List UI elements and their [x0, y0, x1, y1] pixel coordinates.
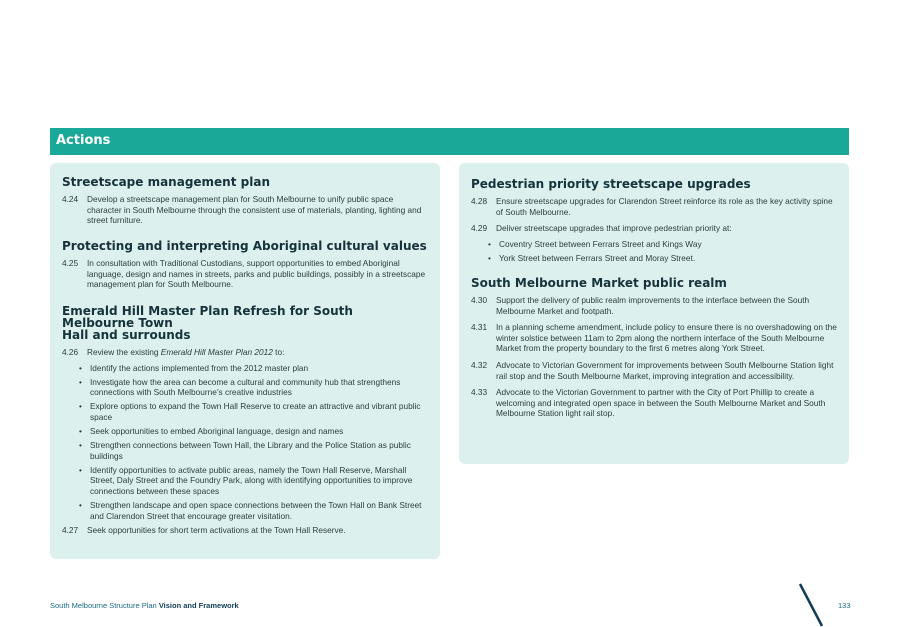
- bullet-item: • Strengthen landscape and open space connections between the Town Hall on Bank Street and Clarendon Street that encourage greater visitation.: [62, 500, 428, 521]
- pedestrian-priority-section: [471, 178, 837, 267]
- action-text: Ensure streetscape upgrades for Clarendon Street reinforce its role as the key activity spine of South Melbourne.: [496, 196, 833, 217]
- action-item: [471, 196, 837, 217]
- action-text: Develop a streetscape management plan for South Melbourne to unify public space character in South Melbourne through the consistent use of materials, planting, lighting and street furniture.: [87, 194, 422, 226]
- heading-line-1: Emerald Hill Master Plan Refresh for South Melbourne Town: [62, 304, 353, 330]
- action-item: [471, 223, 837, 234]
- bullet-list: [62, 363, 428, 522]
- bullet-item: • Coventry Street between Ferrars Street and Kings Way: [471, 239, 837, 250]
- action-text: Advocate to the Victorian Government to partner with the City of Port Phillip to create a welcoming and integrated open space in between the South Melbourne Market and South Melbourne Station light rail stop.: [496, 387, 826, 419]
- action-item: [62, 258, 428, 290]
- action-number: 4.25: [62, 258, 79, 268]
- action-item: [471, 387, 837, 419]
- document-title: Emerald Hill Master Plan 2012: [160, 347, 273, 357]
- slash-stroke: [800, 584, 822, 626]
- action-item: [62, 194, 428, 226]
- bullet-item: • Investigate how the area can become a cultural and community hub that strengthens connections with South Melbourne’s creative industries: [62, 377, 428, 398]
- decorative-slash-icon: [795, 583, 825, 627]
- bullet-item: • Identify opportunities to activate public areas, namely the Town Hall Reserve, Marshall Street, Daly Street and the Foundry Park, along with identifying opportunities to improve connections between these spaces: [62, 465, 428, 497]
- action-item: [471, 360, 837, 381]
- market-public-realm-section: [471, 277, 837, 419]
- action-text: Support the delivery of public realm improvements to the interface between the South Melbourne Market and footpath.: [496, 295, 810, 316]
- document-name: South Melbourne Structure Plan: [50, 601, 159, 610]
- page-number: 133: [838, 601, 851, 610]
- action-item: [471, 295, 837, 316]
- banner-title: Actions: [56, 133, 111, 148]
- streetscape-section: [62, 176, 428, 226]
- bullet-item: • Strengthen connections between Town Hall, the Library and the Police Station as public buildings: [62, 440, 428, 461]
- bullet-item: • Seek opportunities to embed Aboriginal language, design and names: [62, 426, 428, 437]
- bullet-item: • Identify the actions implemented from the 2012 master plan: [62, 363, 428, 374]
- action-text: In a planning scheme amendment, include policy to ensure there is no overshadowing on the winter solstice between 11am to 2pm along the northern interface of the South Melbourne Market from the property boundary to the first 6 metres along York Street.: [496, 322, 837, 354]
- action-number: 4.29: [471, 223, 488, 234]
- action-text-prefix: Review the existing: [87, 347, 161, 357]
- action-number: 4.27: [62, 524, 79, 535]
- action-number: 4.33: [471, 387, 488, 398]
- action-number: 4.24: [62, 194, 79, 204]
- actions-banner: [50, 128, 849, 155]
- aboriginal-values-section: [62, 240, 428, 290]
- bullet-item: • Explore options to expand the Town Hall Reserve to create an attractive and vibrant public space: [62, 401, 428, 422]
- page-footer: [50, 601, 239, 610]
- action-number: 4.30: [471, 295, 488, 305]
- bullet-item: • York Street between Ferrars Street and Moray Street.: [471, 253, 837, 264]
- section-heading: [62, 305, 428, 341]
- action-text: Advocate to Victorian Government for improvements between South Melbourne Station light rail stop and the South Melbourne Market, improving integration and accessibility.: [496, 359, 834, 381]
- heading-line-2: Hall and surrounds: [62, 328, 191, 342]
- action-text: Seek opportunities for short term activations at the Town Hall Reserve.: [87, 524, 346, 535]
- action-item: [471, 322, 837, 354]
- action-text-suffix: to:: [272, 347, 285, 357]
- action-item: [62, 525, 428, 536]
- emerald-hill-section: [62, 305, 428, 535]
- left-actions-panel: [50, 163, 440, 559]
- action-item: [62, 347, 428, 358]
- section-heading: Streetscape management plan: [62, 175, 270, 189]
- action-text: Deliver streetscape upgrades that improve pedestrian priority at:: [496, 223, 732, 234]
- chapter-name: Vision and Framework: [158, 601, 239, 610]
- bullet-list: [471, 239, 837, 264]
- action-number: 4.28: [471, 196, 488, 206]
- right-actions-panel: [459, 163, 849, 464]
- action-number: 4.32: [471, 359, 488, 370]
- section-heading: South Melbourne Market public realm: [471, 276, 727, 290]
- action-text: In consultation with Traditional Custodians, support opportunities to embed Aboriginal language, design and names in streets, parks and public buildings, possibly in a streetscape management plan for South Melbourne.: [87, 258, 426, 290]
- section-heading: Protecting and interpreting Aboriginal cultural values: [62, 239, 427, 253]
- section-heading: Pedestrian priority streetscape upgrades: [471, 177, 751, 191]
- action-number: 4.31: [471, 322, 488, 333]
- action-number: 4.26: [62, 347, 79, 357]
- action-text: [87, 347, 428, 358]
